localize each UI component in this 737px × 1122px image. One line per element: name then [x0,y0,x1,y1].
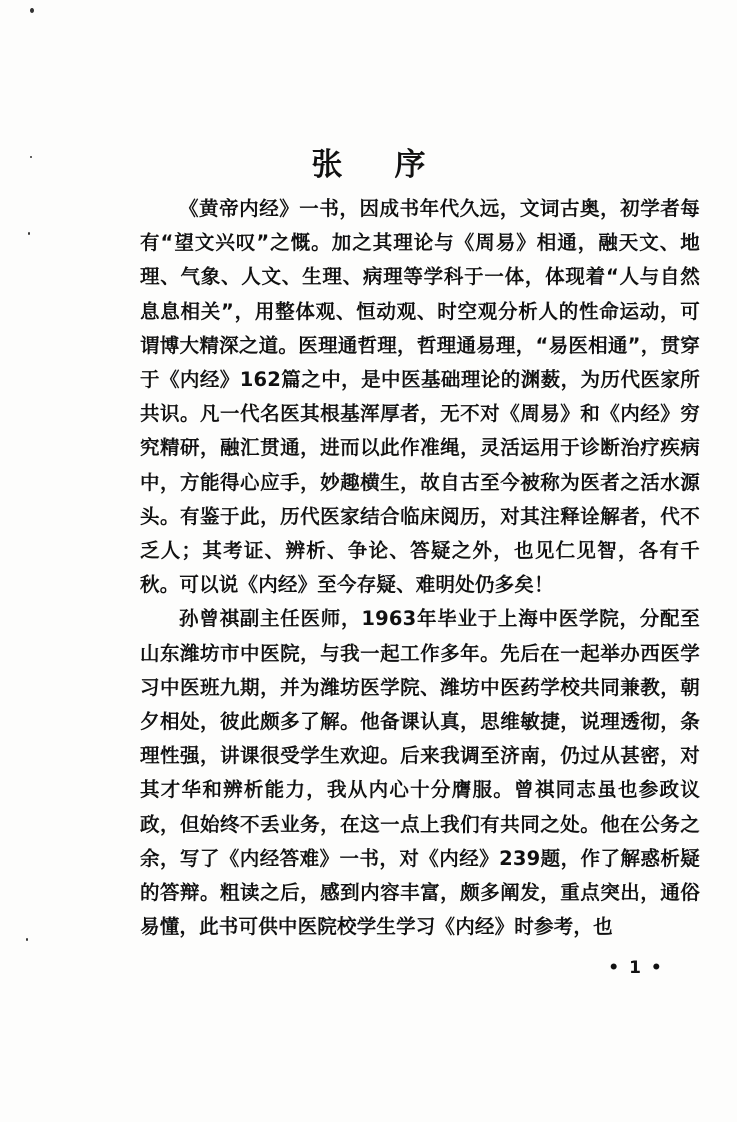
paragraph-2: 孙曾祺副主任医师，1963年毕业于上海中医学院，分配至山东潍坊市中医院，与我一起工作多年。先后在一起举办西医学习中医班九期，并为潍坊医学院、潍坊中医药学校共同兼教，朝夕相处，彼此颇多了解。他备课认真，思维敏捷，说理透彻，条理性强，讲课很受学生欢迎。后来我调至济南，仍过从甚密，对其才华和辨析能力，我从内心十分膺服。曾祺同志虽也参政议政，但始终不丢业务，在这一点上我们有共同之处。他在公务之余，写了《内经答难》一书，对《内经》239题，作了解惑析疑的答辩。粗读之后，感到内容丰富，颇多阐发，重点突出，通俗易懂，此书可供中医院校学生学习《内经》时参考，也 [140,607,700,939]
preface-body [140,192,700,944]
scan-speck [26,938,28,941]
paragraph-1: 《黄帝内经》一书，因成书年代久远，文词古奥，初学者每有“望文兴叹”之慨。加之其理论与《周易》相通，融天文、地理、气象、人文、生理、病理等学科于一体，体现着“人与自然息息相关”，用整体观、恒动观、时空观分析人的性命运动，可谓博大精深之道。医理通哲理，哲理通易理，“易医相通”，贯穿于《内经》162篇之中，是中医基础理论的渊薮，为历代医家所共识。凡一代名医其根基浑厚者，无不对《周易》和《内经》穷究精研，融汇贯通，进而以此作准绳，灵活运用于诊断治疗疾病中，方能得心应手，妙趣横生，故自古至今被称为医者之活水源头。有鉴于此，历代医家结合临床阅历，对其注释诠解者，代不乏人；其考证、辨析、争论、答疑之外，也见仁见智，各有千秋。可以说《内经》至今存疑、难明处仍多矣！ [140,197,700,597]
page-title: 张序 [311,146,478,183]
scan-speck [28,232,30,235]
page-number: • 1 • [608,958,664,978]
scan-speck [30,8,34,13]
